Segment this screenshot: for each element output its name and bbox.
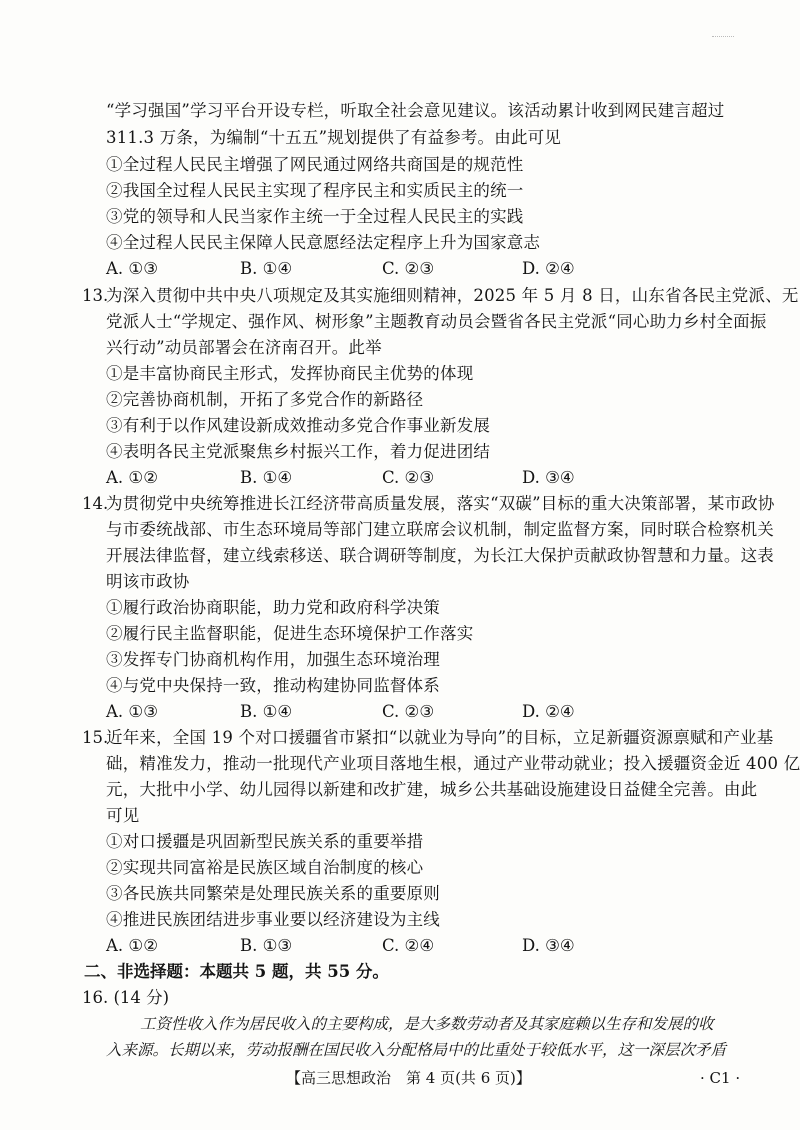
q14-option-d: D. ②④: [522, 702, 575, 721]
q13-stem-line: 兴行动”动员部署会在济南召开。此举: [106, 338, 382, 357]
q12-statement: ②我国全过程人民民主实现了程序民主和实质民主的统一: [106, 181, 524, 200]
q14-stem-line: 为贯彻党中央统筹推进长江经济带高质量发展，落实“双碳”目标的重大决策部署，某市政协: [106, 494, 775, 513]
q12-stem-line: 311.3 万条，为编制“十五五”规划提供了有益参考。由此可见: [106, 128, 562, 147]
q15-statement: ①对口援疆是巩固新型民族关系的重要举措: [106, 832, 424, 851]
q14-stem-line: 与市委统战部、市生态环境局等部门建立联席会议机制，制定监督方案，同时联合检察机关: [106, 520, 774, 539]
q14-stem-line: 开展法律监督，建立线索移送、联合调研等制度，为长江大保护贡献政协智慧和力量。这表: [106, 546, 774, 565]
q13-stem-line: 为深入贯彻中共中央八项规定及其实施细则精神，2025 年 5 月 8 日，山东省各民主党派、无: [106, 286, 799, 305]
q16-number: 16. (14 分): [82, 988, 170, 1007]
q13-stem-line: 党派人士“学规定、强作风、树形象”主题教育动员会暨省各民主党派“同心助力乡村全面振: [106, 312, 767, 331]
q12-option-d: D. ②④: [522, 259, 575, 278]
q14-option-a: A. ①③: [106, 702, 158, 721]
q15-option-b: B. ①③: [240, 936, 293, 955]
q12-option-c: C. ②③: [382, 259, 435, 278]
q13-statement: ④表明各民主党派聚焦乡村振兴工作，着力促进团结: [106, 442, 491, 461]
q15-stem-line: 础，精准发力，推动一批现代产业项目落地生根，通过产业带动就业；投入援疆资金近 400 亿: [106, 754, 800, 773]
q13-statement: ①是丰富协商民主形式，发挥协商民主优势的体现: [106, 364, 474, 383]
q13-number: 13.: [82, 286, 109, 305]
q14-stem-line: 明该市政协: [106, 572, 190, 591]
q13-option-c: C. ②③: [382, 468, 435, 487]
q16-material-line: 工资性收入作为居民收入的主要构成，是大多数劳动者及其家庭赖以生存和发展的收: [140, 1015, 714, 1033]
q13-statement: ③有利于以作风建设新成效推动多党合作事业新发展: [106, 416, 491, 435]
q14-statement: ②履行民主监督职能，促进生态环境保护工作落实: [106, 624, 474, 643]
q15-statement: ②实现共同富裕是民族区域自治制度的核心: [106, 858, 424, 877]
q15-option-a: A. ①②: [106, 936, 158, 955]
q14-option-c: C. ②③: [382, 702, 435, 721]
scan-mark: [712, 36, 734, 47]
q12-statement: ①全过程人民民主增强了网民通过网络共商国是的规范性: [106, 155, 524, 174]
q15-option-d: D. ③④: [522, 936, 575, 955]
q15-stem-line: 可见: [106, 806, 140, 825]
q12-option-b: B. ①④: [240, 259, 293, 278]
q13-option-d: D. ③④: [522, 468, 575, 487]
q14-statement: ④与党中央保持一致，推动构建协同监督体系: [106, 676, 440, 695]
q15-option-c: C. ②④: [382, 936, 435, 955]
q12-statement: ④全过程人民民主保障人民意愿经法定程序上升为国家意志: [106, 233, 541, 252]
footer-code: · C1 ·: [700, 1069, 741, 1087]
q15-number: 15.: [82, 728, 109, 747]
q15-statement: ③各民族共同繁荣是处理民族关系的重要原则: [106, 884, 440, 903]
q13-statement: ②完善协商机制，开拓了多党合作的新路径: [106, 390, 424, 409]
footer-page-info: 【高三思想政治 第 4 页(共 6 页)】: [286, 1069, 531, 1087]
q13-option-a: A. ①②: [106, 468, 158, 487]
q14-option-b: B. ①④: [240, 702, 293, 721]
section-heading: 二、非选择题：本题共 5 题，共 55 分。: [84, 962, 389, 981]
q15-statement: ④推进民族团结进步事业要以经济建设为主线: [106, 910, 440, 929]
q16-material-line: 入来源。长期以来，劳动报酬在国民收入分配格局中的比重处于较低水平，这一深层次矛盾: [106, 1041, 727, 1059]
q14-statement: ①履行政治协商职能，助力党和政府科学决策: [106, 598, 440, 617]
q12-stem-line: “学习强国”学习平台开设专栏，听取全社会意见建议。该活动累计收到网民建言超过: [106, 101, 725, 120]
q15-stem-line: 近年来，全国 19 个对口援疆省市紧扣“以就业为导向”的目标，立足新疆资源禀赋和产业基: [106, 728, 774, 747]
q12-option-a: A. ①③: [106, 259, 158, 278]
q13-option-b: B. ①④: [240, 468, 293, 487]
q15-stem-line: 元，大批中小学、幼儿园得以新建和改扩建，城乡公共基础设施建设日益健全完善。由此: [106, 780, 758, 799]
q14-statement: ③发挥专门协商机构作用，加强生态环境治理: [106, 650, 440, 669]
q12-statement: ③党的领导和人民当家作主统一于全过程人民民主的实践: [106, 207, 524, 226]
q14-number: 14.: [82, 494, 109, 513]
